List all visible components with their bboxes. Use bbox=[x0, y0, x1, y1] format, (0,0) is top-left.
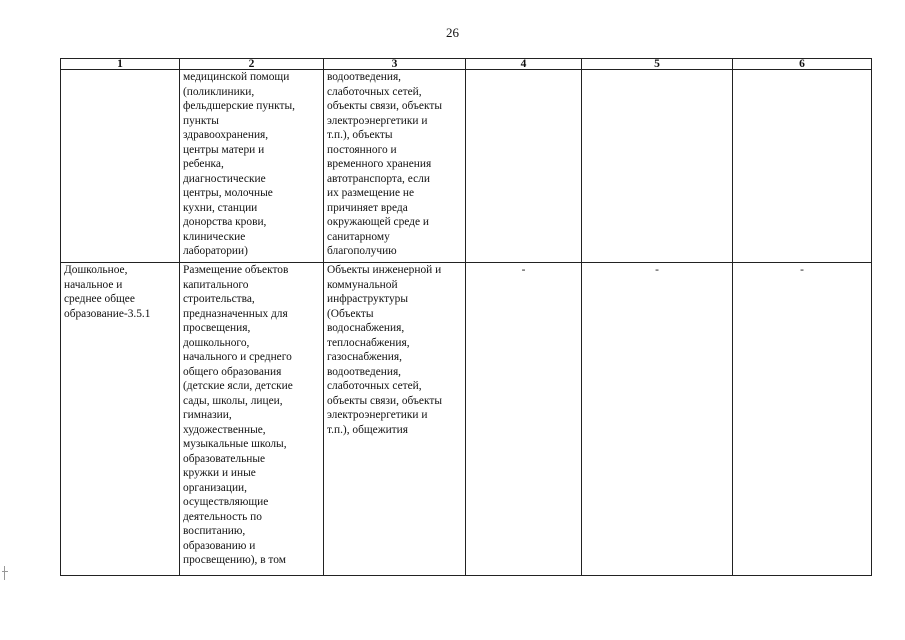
table-cell bbox=[180, 70, 324, 263]
column-header-4: 4 bbox=[466, 59, 582, 70]
table-cell bbox=[61, 263, 180, 576]
dash-value: - bbox=[655, 264, 659, 276]
land-use-type: Дошкольное, начальное и среднее общее образование-3.5.1 bbox=[64, 264, 151, 320]
table-row bbox=[61, 70, 872, 263]
cell-text: водоотведения, слаботочных сетей, объекты связи, объекты электроэнергетики и т.п.), объекты постоянного и временного хранения автотранспорта, если их размещение не причиняет вреда окружающей среде и санитарному благополучию bbox=[327, 71, 442, 257]
column-header-6: 6 bbox=[733, 59, 872, 70]
use-description: Размещение объектов капитального строительства, предназначенных для просвещения, дошкольного, начального и среднего общего образования (детские ясли, детские сады, школы, лицеи, гимназии, художественные, музыкальные школы, образовательные кружки и иные организации, осуществляющие деятельность по воспитанию, образованию и просвещению), в том bbox=[183, 264, 293, 566]
table-cell bbox=[466, 263, 582, 576]
column-header-1: 1 bbox=[61, 59, 180, 70]
dash-value: - bbox=[521, 264, 526, 276]
table-cell bbox=[733, 70, 872, 263]
header-row bbox=[61, 59, 872, 70]
table-cell bbox=[324, 263, 466, 576]
land-use-table bbox=[60, 58, 872, 576]
table-row bbox=[61, 263, 872, 576]
table-cell bbox=[324, 70, 466, 263]
column-header-5: 5 bbox=[582, 59, 733, 70]
auxiliary-uses: Объекты инженерной и коммунальной инфраструктуры (Объекты водоснабжения, теплоснабжения, газоснабжения, водоотведения, слаботочных сетей, объекты связи, объекты электроэнергетики и т.п.), общежития bbox=[327, 264, 442, 436]
column-header-3: 3 bbox=[324, 59, 466, 70]
table-cell bbox=[733, 263, 872, 576]
column-header-2: 2 bbox=[180, 59, 324, 70]
table-cell bbox=[466, 70, 582, 263]
page-number: 26 bbox=[446, 25, 459, 40]
scan-margin-mark bbox=[4, 566, 11, 580]
table-cell bbox=[582, 263, 733, 576]
table-cell bbox=[61, 70, 180, 263]
cell-text: медицинской помощи (поликлиники, фельдшерские пункты, пункты здравоохранения, центры матери и ребенка, диагностические центры, молочные кухни, станции донорства крови, клинические лаборатории) bbox=[183, 71, 295, 257]
table-cell bbox=[180, 263, 324, 576]
table-cell bbox=[582, 70, 733, 263]
dash-value: - bbox=[800, 264, 804, 276]
